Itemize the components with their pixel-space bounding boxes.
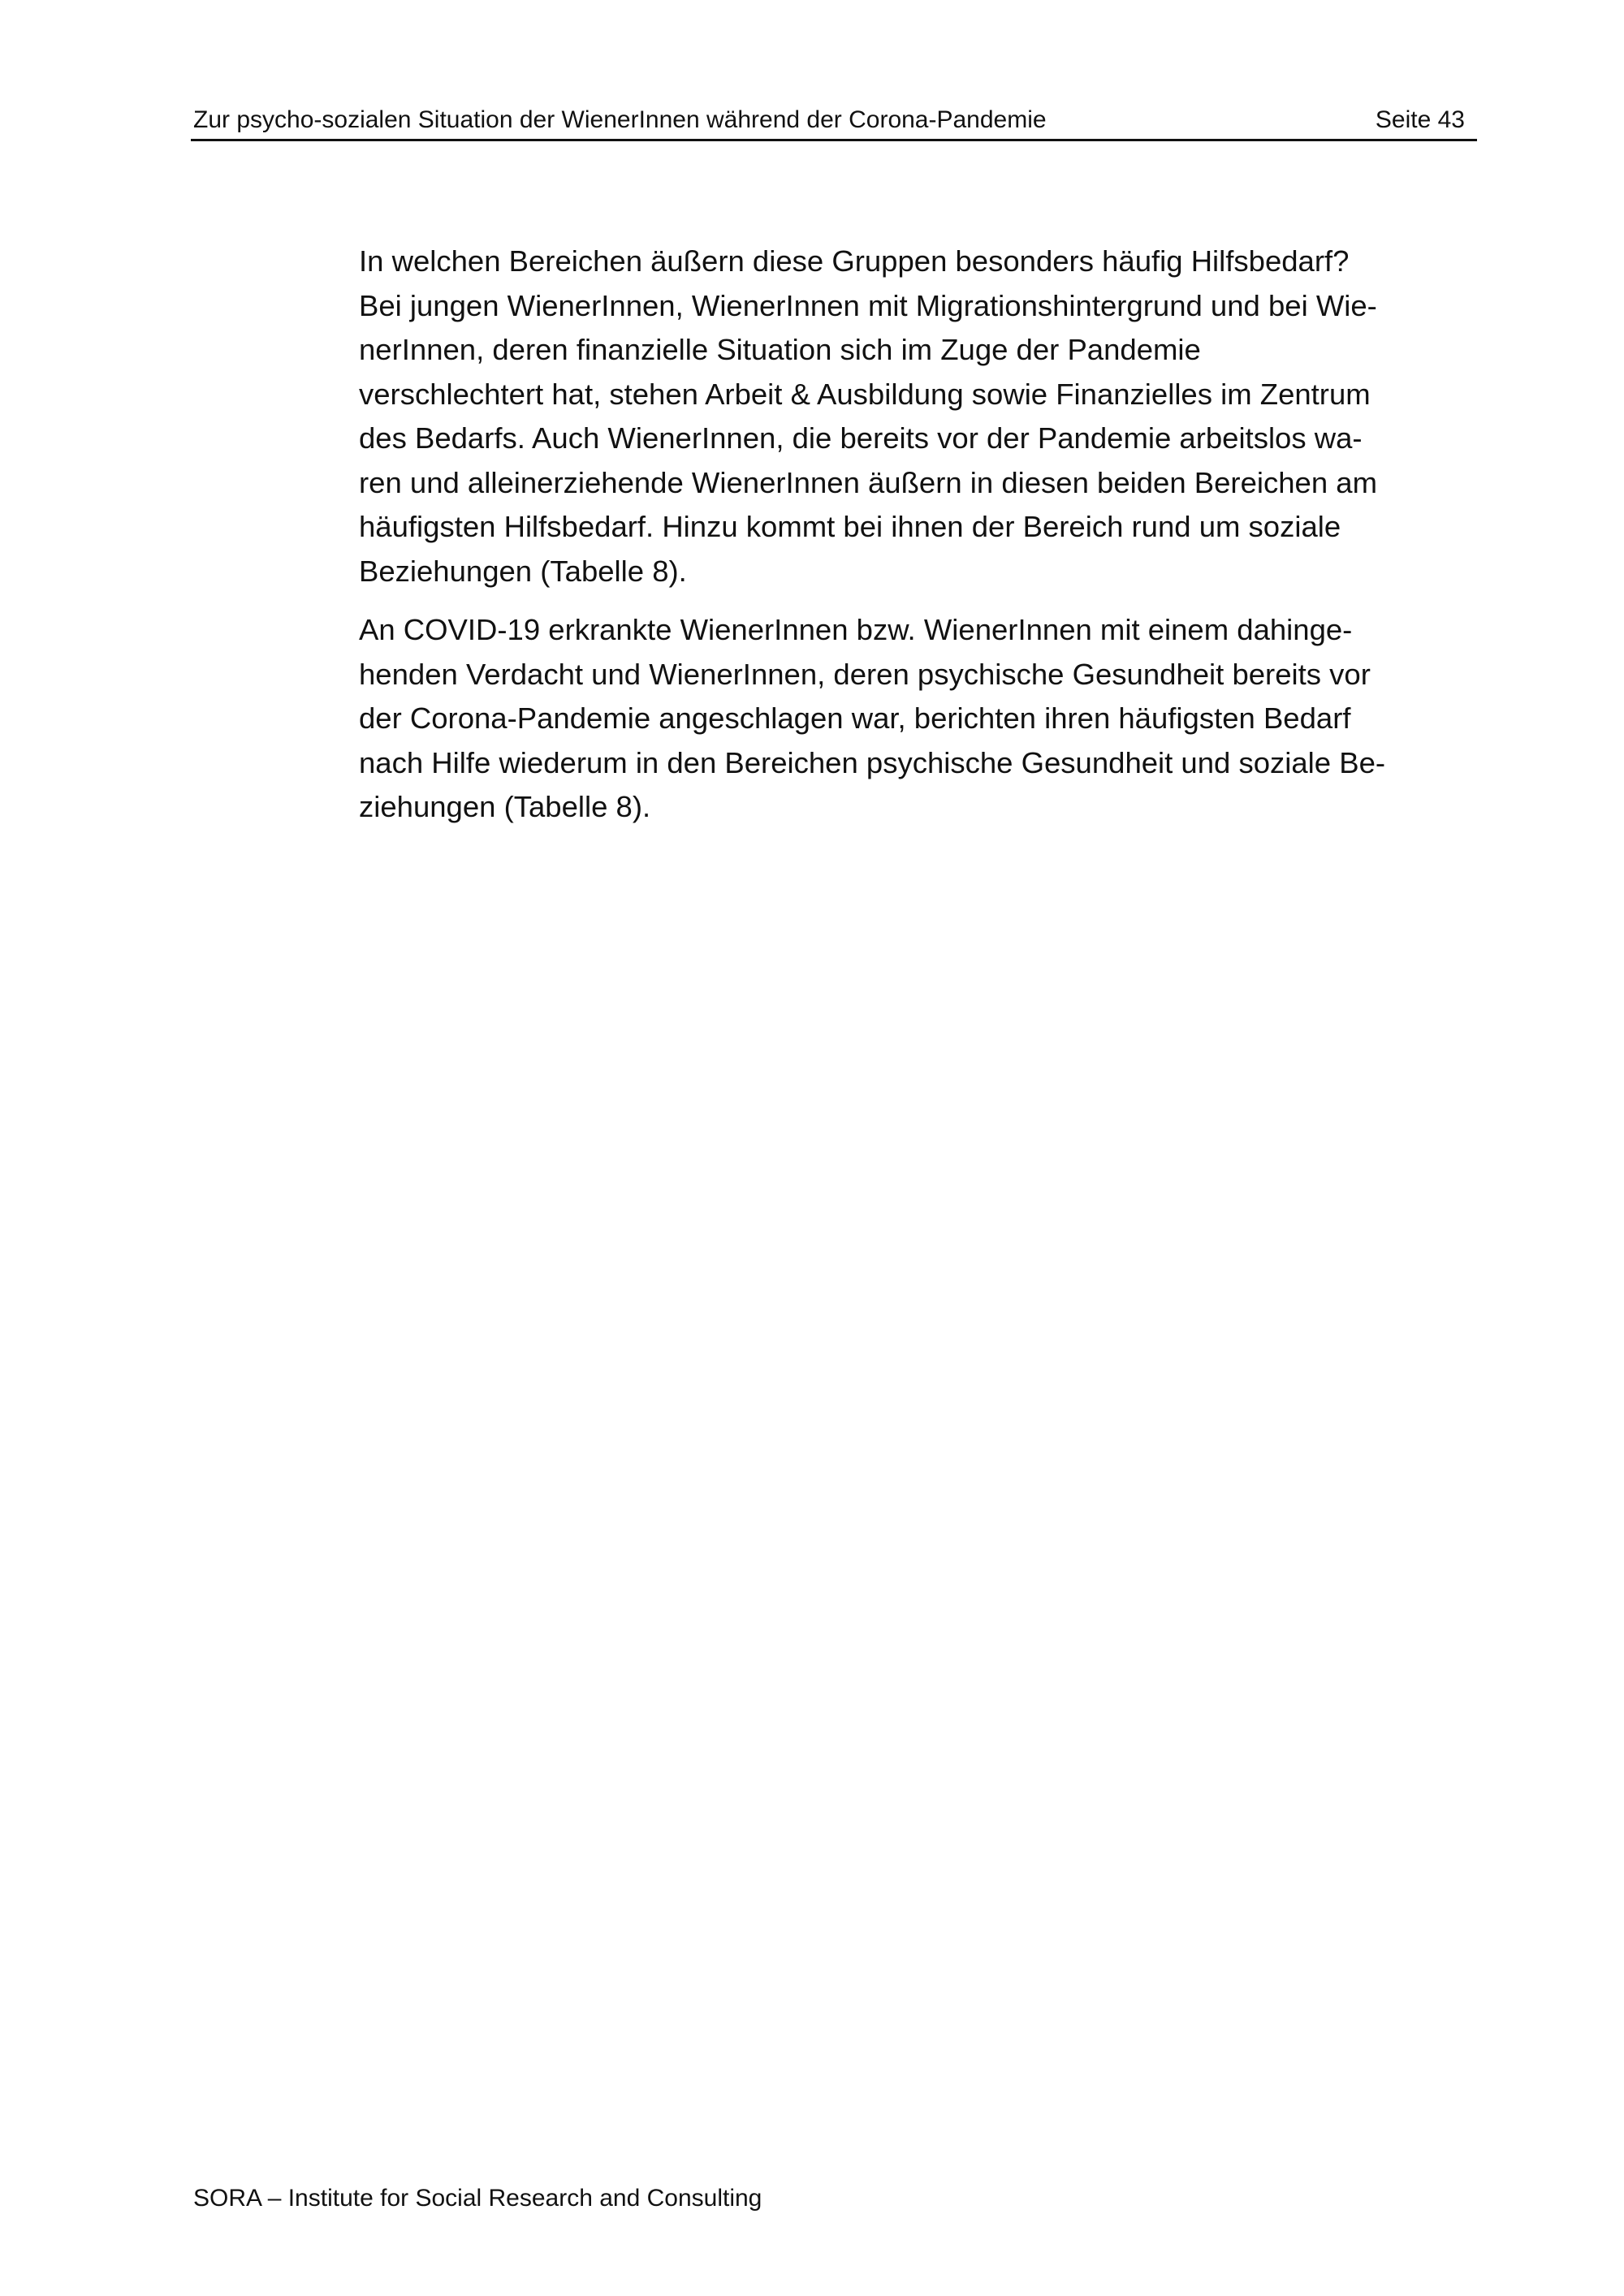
body-text (359, 240, 1385, 844)
paragraph-2 (359, 608, 1385, 830)
page-footer: SORA – Institute for Social Research and Consulting (193, 2185, 762, 2212)
text-line: ren und alleinerziehende WienerInnen äußern in diesen beiden Bereichen am (359, 465, 1377, 499)
text-line: henden Verdacht und WienerInnen, deren psychische Gesundheit bereits vor (359, 657, 1371, 691)
text-line: In welchen Bereichen äußern diese Gruppen besonders häufig Hilfsbedarf? (359, 244, 1350, 278)
text-line: nerInnen, deren finanzielle Situation sich im Zuge der Pandemie (359, 333, 1201, 366)
text-line: verschlechtert hat, stehen Arbeit & Ausbildung sowie Finanzielles im Zentrum (359, 377, 1371, 411)
paragraph-1 (359, 240, 1385, 593)
text-line: Bei jungen WienerInnen, WienerInnen mit Migrationshintergrund und bei Wie- (359, 288, 1377, 322)
header-divider (191, 139, 1477, 141)
page-number: Seite 43 (1375, 106, 1465, 133)
text-line: An COVID-19 erkrankte WienerInnen bzw. WienerInnen mit einem dahinge- (359, 613, 1353, 646)
text-line: der Corona-Pandemie angeschlagen war, berichten ihren häufigsten Bedarf (359, 701, 1351, 735)
text-line: Beziehungen (Tabelle 8). (359, 554, 687, 588)
text-line: des Bedarfs. Auch WienerInnen, die bereits vor der Pandemie arbeitslos wa- (359, 421, 1363, 455)
running-title: Zur psycho-sozialen Situation der WienerInnen während der Corona-Pandemie (193, 106, 1047, 133)
text-line: nach Hilfe wiederum in den Bereichen psychische Gesundheit und soziale Be- (359, 745, 1386, 779)
text-line: ziehungen (Tabelle 8). (359, 790, 651, 823)
text-line: häufigsten Hilfsbedarf. Hinzu kommt bei ihnen der Bereich rund um soziale (359, 510, 1341, 543)
